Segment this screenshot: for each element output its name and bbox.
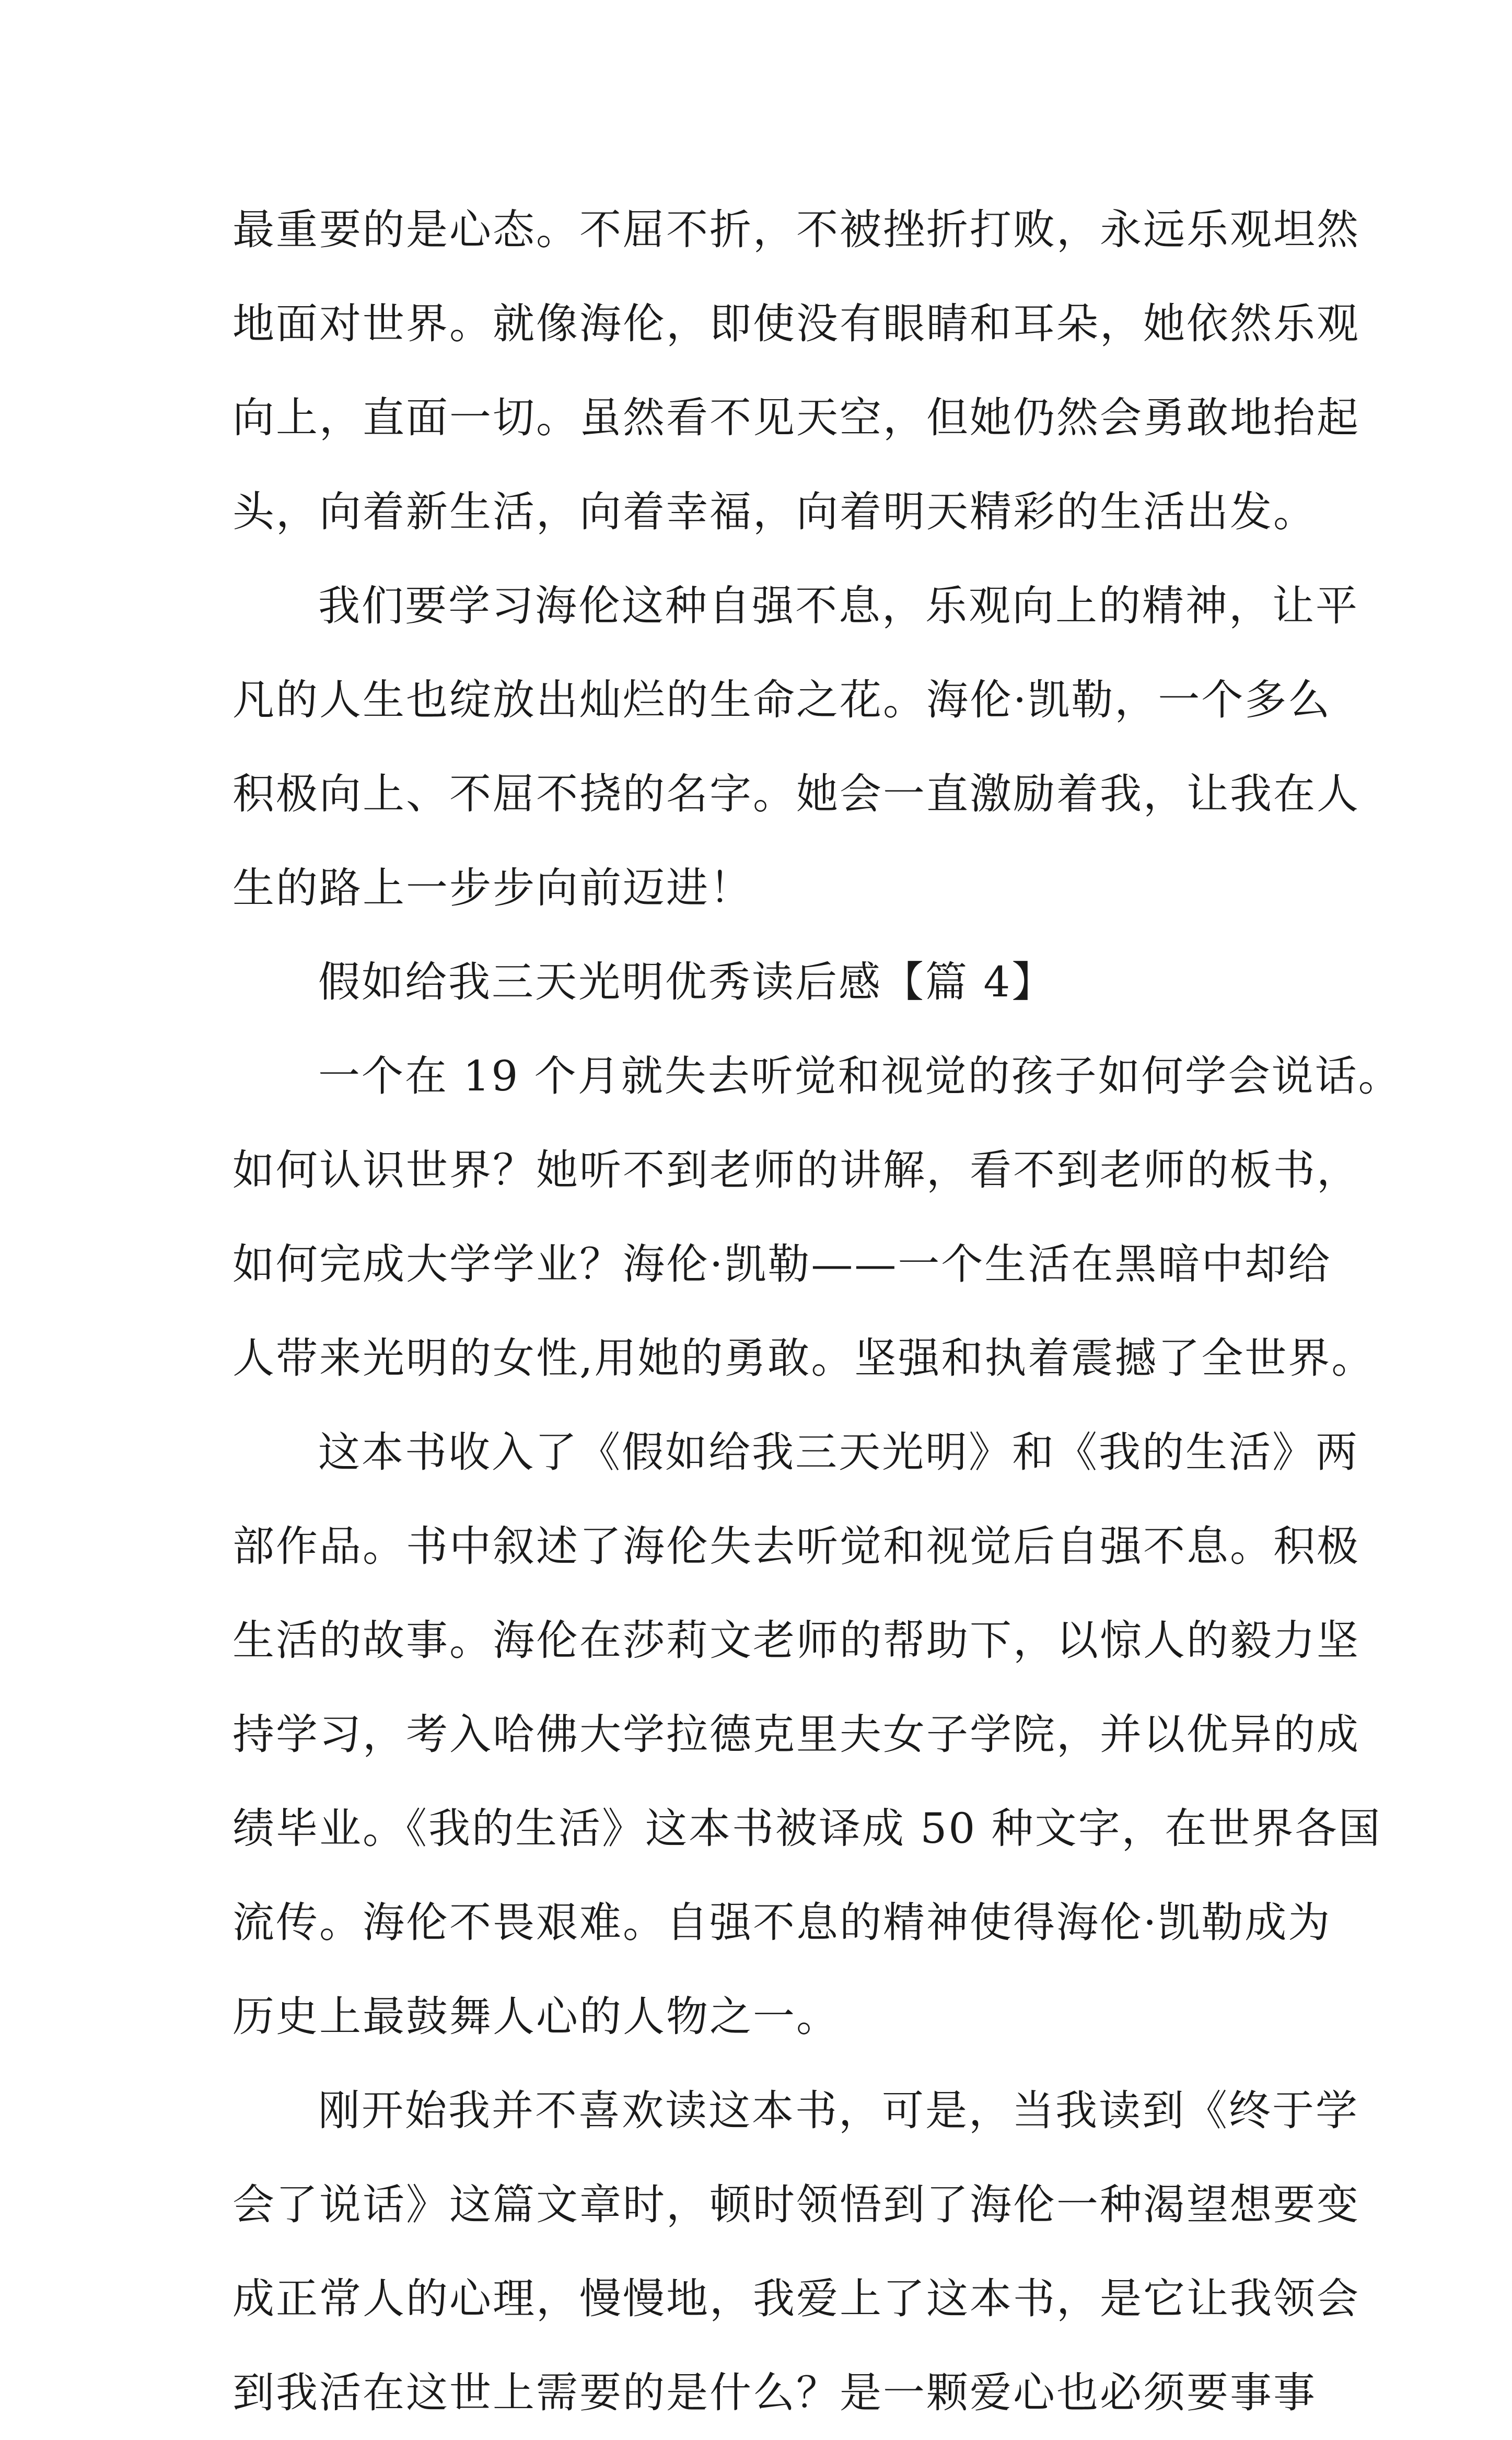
section-heading: 假如给我三天光明优秀读后感【篇 4】 — [318, 958, 1055, 1006]
paragraph-line: 生活的故事。海伦在莎莉文老师的帮助下，以惊人的毅力坚 — [232, 1616, 1360, 1665]
paragraph-line: 到我活在这世上需要的是什么？是一颗爱心也必须要事事 — [232, 2368, 1317, 2417]
document-body — [232, 183, 1402, 2440]
paragraph-line: 刚开始我并不喜欢读这本书，可是，当我读到《终于学 — [318, 2086, 1359, 2135]
paragraph-line: 这本书收入了《假如给我三天光明》和《我的生活》两 — [318, 1428, 1359, 1477]
paragraph-line: 如何认识世界？她听不到老师的讲解，看不到老师的板书， — [232, 1146, 1360, 1194]
paragraph-line: 持学习，考入哈佛大学拉德克里夫女子学院，并以优异的成 — [232, 1710, 1360, 1759]
paragraph-line: 最重要的是心态。不屈不折，不被挫折打败，永远乐观坦然 — [232, 205, 1360, 254]
paragraph-line: 凡的人生也绽放出灿烂的生命之花。海伦·凯勒，一个多么 — [232, 676, 1332, 724]
paragraph-line: 如何完成大学学业？海伦·凯勒——一个生活在黑暗中却给 — [232, 1240, 1332, 1288]
paragraph-line: 部作品。书中叙述了海伦失去听觉和视觉后自强不息。积极 — [232, 1522, 1360, 1571]
paragraph-line: 向上，直面一切。虽然看不见天空，但她仍然会勇敢地抬起 — [232, 393, 1360, 442]
paragraph-line: 流传。海伦不畏艰难。自强不息的精神使得海伦·凯勒成为 — [232, 1898, 1332, 1947]
paragraph-line: 积极向上、不屈不挠的名字。她会一直激励着我，让我在人 — [232, 770, 1360, 818]
paragraph-line: 一个在 19 个月就失去听觉和视觉的孩子如何学会说话。 — [318, 1052, 1402, 1100]
paragraph-line: 人带来光明的女性,用她的勇敢。坚强和执着震撼了全世界。 — [232, 1334, 1375, 1382]
paragraph-line: 成正常人的心理，慢慢地，我爱上了这本书，是它让我领会 — [232, 2274, 1360, 2323]
paragraph-line: 地面对世界。就像海伦，即使没有眼睛和耳朵，她依然乐观 — [232, 299, 1360, 348]
paragraph-line: 历史上最鼓舞人心的人物之一。 — [232, 1992, 840, 2041]
paragraph-line: 头，向着新生活，向着幸福，向着明天精彩的生活出发。 — [232, 487, 1317, 536]
paragraph-line: 绩毕业。《我的生活》这本书被译成 50 种文字，在世界各国 — [232, 1804, 1382, 1853]
paragraph-line: 我们要学习海伦这种自强不息，乐观向上的精神，让平 — [318, 582, 1359, 630]
paragraph-line: 生的路上一步步向前迈进！ — [232, 864, 753, 912]
paragraph-line: 会了说话》这篇文章时，顿时领悟到了海伦一种渴望想要变 — [232, 2180, 1360, 2229]
